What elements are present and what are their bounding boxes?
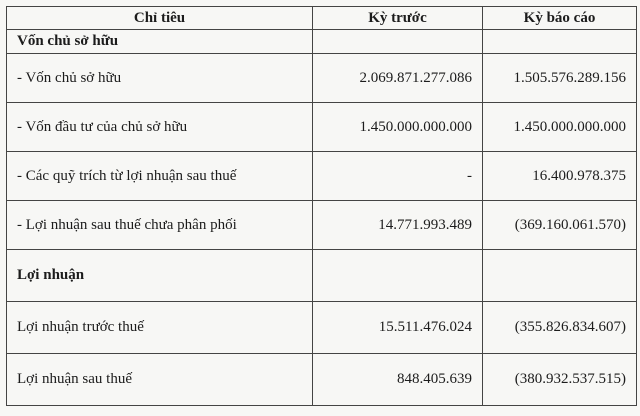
row-label: Lợi nhuận (7, 250, 313, 302)
table-header-row (7, 7, 637, 30)
row-prior-value: 848.405.639 (313, 354, 483, 406)
table-row (7, 302, 637, 354)
table-row (7, 250, 637, 302)
row-current-value: 1.450.000.000.000 (483, 103, 637, 152)
row-label: - Các quỹ trích từ lợi nhuận sau thuế (7, 152, 313, 201)
row-current-value: (369.160.061.570) (483, 201, 637, 250)
table-row (7, 103, 637, 152)
row-label: - Vốn chủ sở hữu (7, 54, 313, 103)
row-current-value (483, 250, 637, 302)
row-prior-value (313, 250, 483, 302)
header-indicator: Chỉ tiêu (7, 7, 313, 30)
row-prior-value: 1.450.000.000.000 (313, 103, 483, 152)
row-prior-value: 15.511.476.024 (313, 302, 483, 354)
row-current-value: (355.826.834.607) (483, 302, 637, 354)
row-prior-value: 14.771.993.489 (313, 201, 483, 250)
row-label: - Lợi nhuận sau thuế chưa phân phối (7, 201, 313, 250)
table-row (7, 152, 637, 201)
row-prior-value (313, 30, 483, 54)
table-row (7, 30, 637, 54)
header-prior-period: Kỳ trước (313, 7, 483, 30)
table-row (7, 201, 637, 250)
table-row (7, 354, 637, 406)
row-label: Vốn chủ sở hữu (7, 30, 313, 54)
row-label: Lợi nhuận sau thuế (7, 354, 313, 406)
row-current-value: 16.400.978.375 (483, 152, 637, 201)
row-label: - Vốn đầu tư của chủ sở hữu (7, 103, 313, 152)
financial-table (6, 6, 637, 406)
row-current-value (483, 30, 637, 54)
row-current-value: 1.505.576.289.156 (483, 54, 637, 103)
header-reporting-period: Kỳ báo cáo (483, 7, 637, 30)
row-prior-value: - (313, 152, 483, 201)
row-label: Lợi nhuận trước thuế (7, 302, 313, 354)
row-current-value: (380.932.537.515) (483, 354, 637, 406)
table-row (7, 54, 637, 103)
row-prior-value: 2.069.871.277.086 (313, 54, 483, 103)
